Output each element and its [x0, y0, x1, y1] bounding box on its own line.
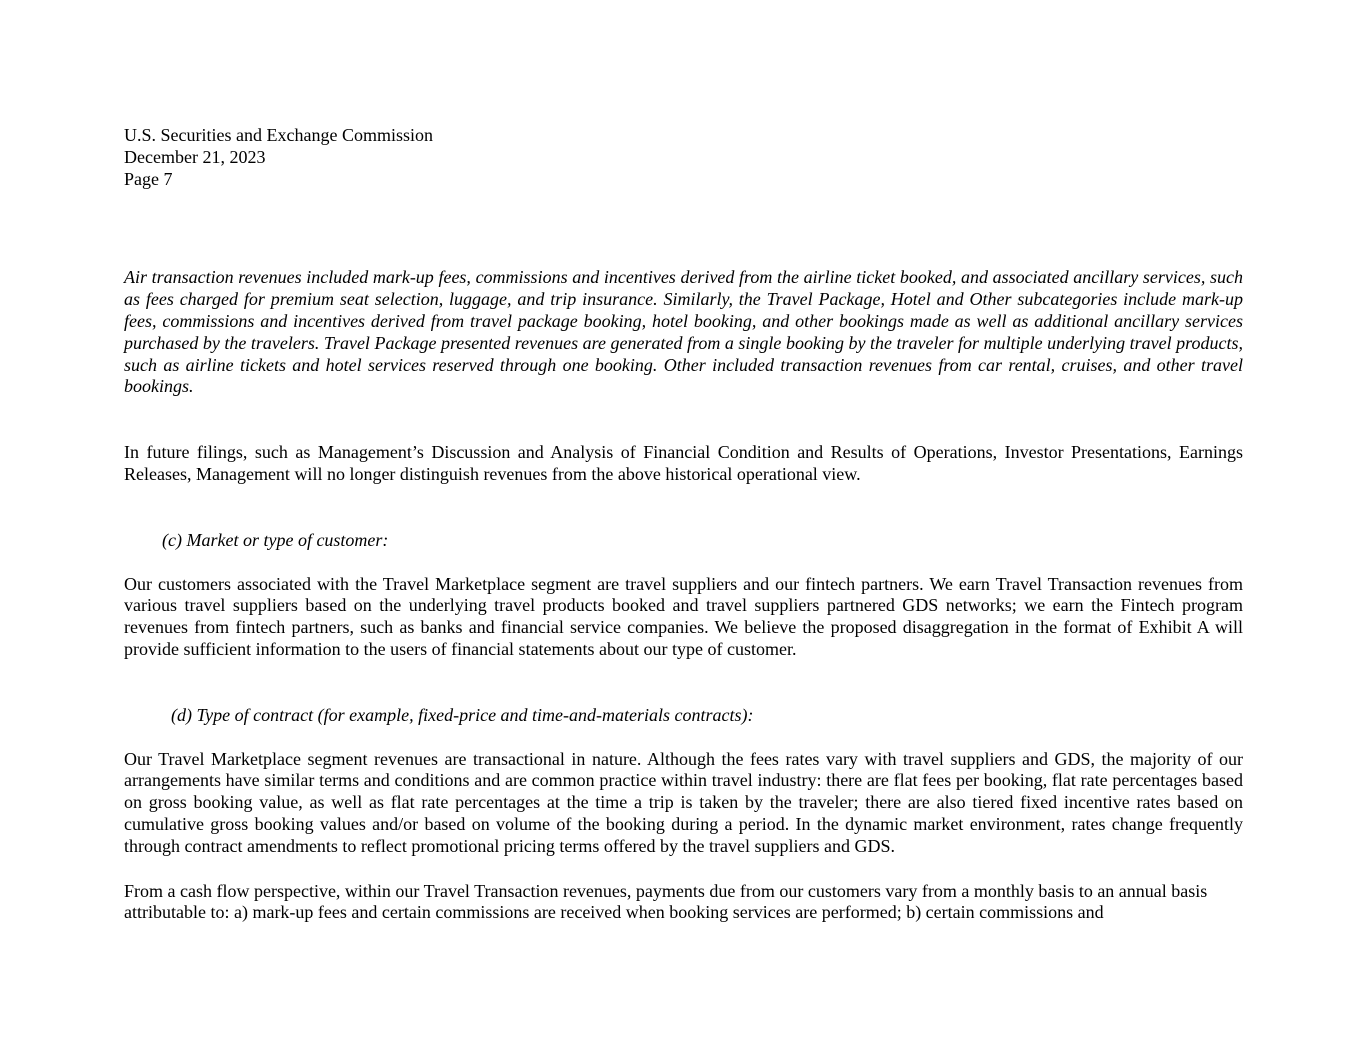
paragraph-contract-terms: Our Travel Marketplace segment revenues are transactional in nature. Although the fees rates vary with travel suppliers and GDS, the majority of our arrangements have similar terms and conditions and are common practice within travel industry: there are flat fees per booking, flat rate percentages based on gross booking value, as well as flat rate percentages at the time a trip is taken by the traveler; there are also tiered fixed incentive rates based on cumulative gross booking values and/or based on volume of the booking during a period. In the dynamic market environment, rates change frequently through contract amendments to reflect promotional pricing terms offered by the travel suppliers and GDS.: [124, 748, 1243, 856]
letter-header: [124, 125, 1243, 190]
paragraph-future-filings: In future filings, such as Management’s Discussion and Analysis of Financial Condition and Results of Operations, Investor Presentations, Earnings Releases, Management will no longer distinguish revenues from the above historical operational view.: [124, 442, 1243, 484]
paragraph-cash-flow: From a cash flow perspective, within our Travel Transaction revenues, payments due from our customers vary from a monthly basis to an annual basis attributable to: a) mark-up fees and certain commissions are received when booking services are performed; b) certain commissions and: [124, 880, 1208, 923]
paragraph-air-transaction-revenues: Air transaction revenues included mark-up fees, commissions and incentives derived from the airline ticket booked, and associated ancillary services, such as fees charged for premium seat selection, luggage, and trip insurance. Similarly, the Travel Package, Hotel and Other subcategories include mark-up fees, commissions and incentives derived from travel package booking, hotel booking, and other bookings made as well as additional ancillary services purchased by the travelers. Travel Package presented revenues are generated from a single booking by the traveler for multiple underlying travel products, such as airline tickets and hotel services reserved through one booking. Other included transaction revenues from car rental, cruises, and other travel bookings.: [124, 267, 1243, 397]
document-page: [124, 125, 1243, 924]
subheading-type-of-contract: (d) Type of contract (for example, fixed-price and time-and-materials contracts):: [171, 704, 754, 725]
paragraph-customers: Our customers associated with the Travel Marketplace segment are travel suppliers and our fintech partners. We earn Travel Transaction revenues from various travel suppliers based on the underlying travel products booked and travel suppliers partnered GDS networks; we earn the Fintech program revenues from fintech partners, such as banks and financial service companies. We believe the proposed disaggregation in the format of Exhibit A will provide sufficient information to the users of financial statements about our type of customer.: [124, 573, 1243, 659]
header-date: December 21, 2023: [124, 146, 266, 167]
header-page-number: Page 7: [124, 168, 173, 189]
header-recipient: U.S. Securities and Exchange Commission: [124, 125, 433, 145]
subheading-market-or-customer: (c) Market or type of customer:: [162, 529, 389, 550]
